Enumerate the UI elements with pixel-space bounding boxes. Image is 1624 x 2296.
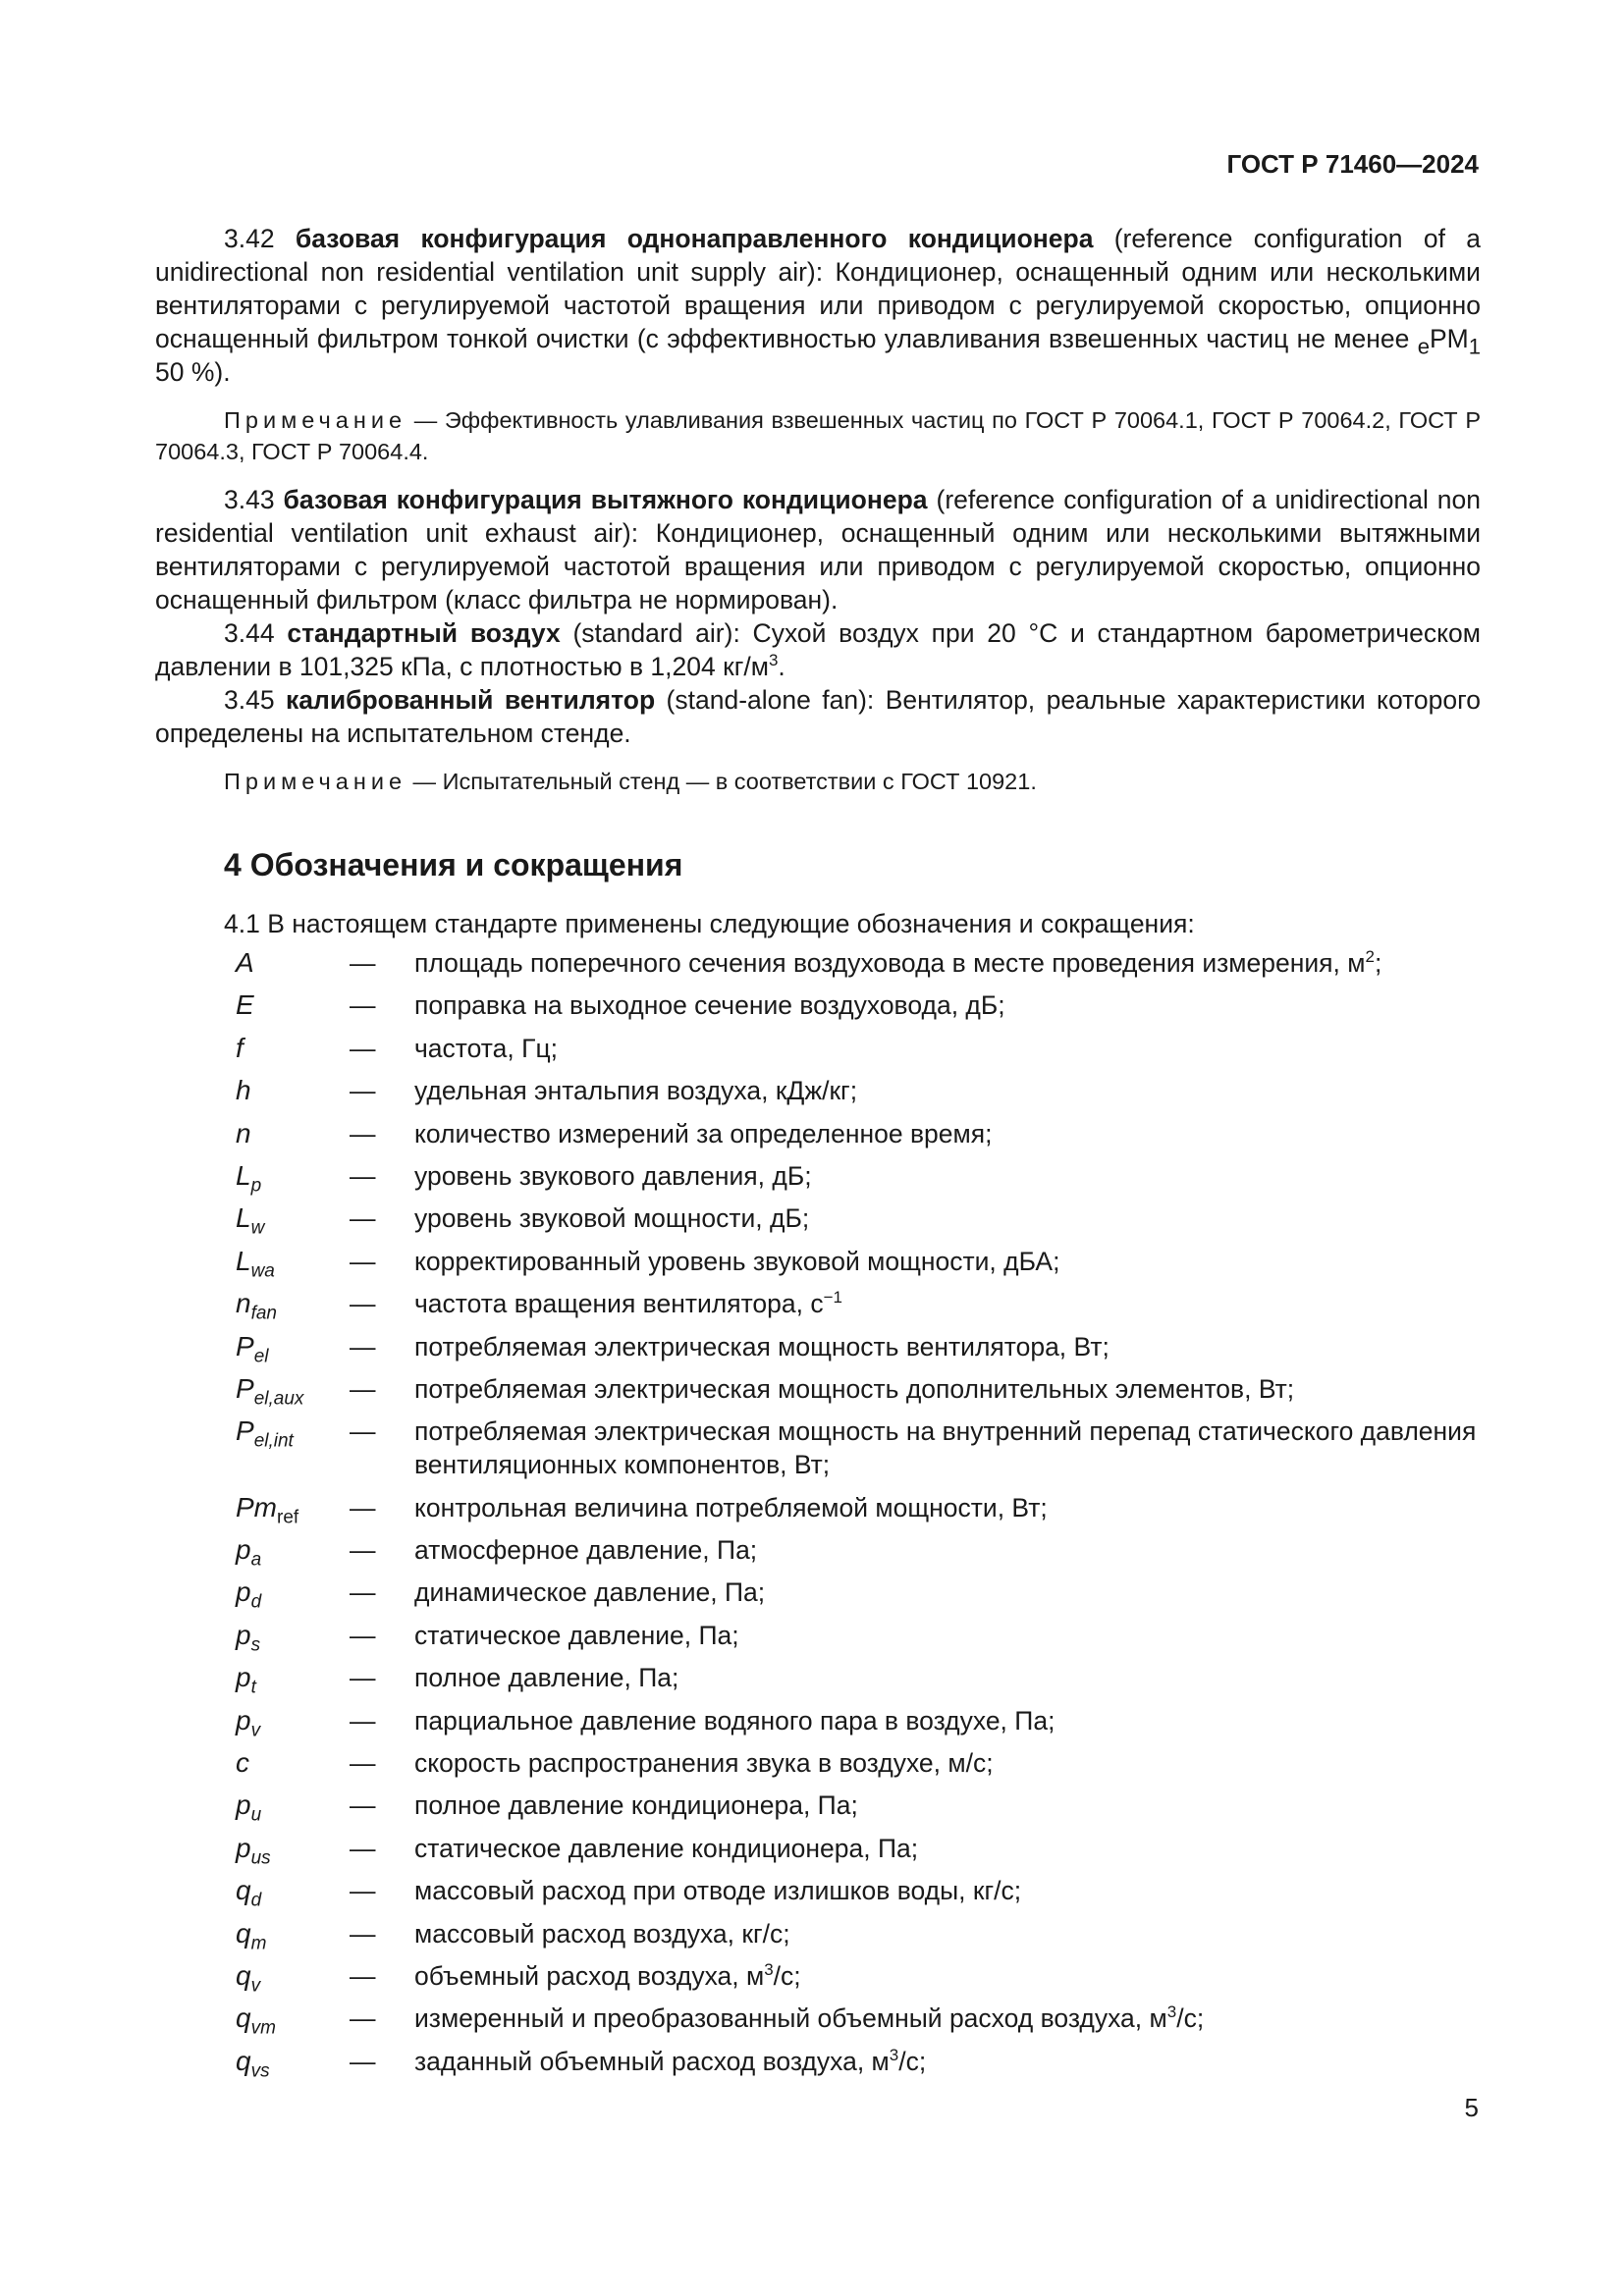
- document-id-header: ГОСТ Р 71460—2024: [1226, 149, 1479, 179]
- description-text: уровень звукового давления, дБ;: [414, 1160, 812, 1191]
- symbol-description: [414, 1917, 1481, 1950]
- description-superscript: 2: [1365, 947, 1375, 967]
- symbol-base: q: [236, 1875, 251, 1906]
- description-text: удельная энтальпия воздуха, кДж/кг;: [414, 1076, 858, 1106]
- dash-separator: —: [350, 990, 376, 1021]
- description-text: массовый расход воздуха, кг/с;: [414, 1918, 790, 1949]
- symbol-row: [155, 1201, 1481, 1239]
- description-text: уровень звуковой мощности, дБ;: [414, 1203, 810, 1234]
- symbol-description: [414, 1619, 1481, 1652]
- symbol-base: p: [236, 1619, 251, 1650]
- description-text: парциальное давление водяного пара в воздухе, Па;: [414, 1705, 1056, 1735]
- symbol-row: [155, 1372, 1481, 1410]
- dash-separator: —: [350, 948, 376, 978]
- dash-separator: —: [350, 1663, 376, 1693]
- dash-separator: —: [350, 1492, 376, 1522]
- dash-separator: —: [350, 1203, 376, 1234]
- symbol-base: P: [236, 1415, 254, 1447]
- symbol-base: p: [236, 1576, 251, 1608]
- symbol-row: [155, 1874, 1481, 1911]
- symbol-description: [414, 1330, 1481, 1363]
- symbol: [155, 946, 350, 980]
- symbol-row: [155, 1917, 1481, 1954]
- description-text: статическое давление, Па;: [414, 1620, 739, 1650]
- description-text: поправка на выходное сечение воздуховода, дБ;: [414, 990, 1005, 1021]
- note-text: — Испытательный стенд — в соответствии с ГОСТ 10921.: [406, 769, 1037, 794]
- symbol-subscript: t: [250, 1677, 256, 1698]
- symbol: [155, 1287, 350, 1324]
- symbol: [155, 988, 350, 1022]
- section-intro: 4.1 В настоящем стандарте применены следующие обозначения и сокращения:: [224, 909, 1195, 938]
- symbol-description: [414, 1287, 1481, 1320]
- symbol-description: [414, 2002, 1481, 2035]
- description-end: /с;: [773, 1960, 801, 1991]
- symbol-description: [414, 1245, 1481, 1278]
- subscript-1: 1: [1468, 334, 1481, 359]
- symbol-base: E: [236, 989, 254, 1021]
- note-text: — Эффективность улавливания взвешенных частиц по ГОСТ Р 70064.1, ГОСТ Р 70064.2, ГОСТ Р 70064.3, ГОСТ Р 70064.4.: [155, 407, 1481, 464]
- symbol-description: [414, 1074, 1481, 1107]
- symbol-subscript: fan: [250, 1303, 277, 1324]
- symbol-subscript: el,aux: [253, 1388, 304, 1410]
- symbol-base: Pm: [236, 1491, 277, 1522]
- symbol-base: p: [236, 1534, 251, 1566]
- symbol-base: q: [236, 2002, 251, 2034]
- note-label: Примечание: [224, 769, 407, 794]
- definition-3-42: [155, 222, 1481, 389]
- symbol-row: [155, 1533, 1481, 1571]
- symbol-description: [414, 1704, 1481, 1737]
- symbol-description: [414, 1533, 1481, 1567]
- symbol: [155, 1245, 350, 1282]
- symbol-subscript: el,int: [253, 1430, 294, 1452]
- description-text: массовый расход при отводе излишков воды, кг/с;: [414, 1876, 1022, 1906]
- symbol: [155, 1874, 350, 1911]
- symbol: [155, 1159, 350, 1197]
- dash-separator: —: [350, 2046, 376, 2076]
- description-text: потребляемая электрическая мощность вентилятора, Вт;: [414, 1331, 1110, 1362]
- description-end: ;: [1374, 948, 1382, 978]
- symbol-row: [155, 1330, 1481, 1367]
- symbol-subscript: w: [250, 1217, 265, 1239]
- symbol-row: [155, 2002, 1481, 2039]
- symbol-base: p: [236, 1789, 251, 1821]
- definition-text: (reference configuration of a unidirectional non residential ventilation unit supply air): Кондиционер, оснащенный одним или несколькими вентиляторами с регулируемой частотой вращения или приводом с регулируемой скоростью, опционно оснащенный фильтром тонкой очистки (с эффективностью улавливания взвешенных частиц не менее: [155, 224, 1481, 353]
- description-superscript: 3: [889, 2045, 899, 2064]
- section-title: 4 Обозначения и сокращения: [224, 847, 683, 882]
- description-text: скорость распространения звука в воздухе, м/с;: [414, 1748, 994, 1779]
- symbol: [155, 1415, 350, 1452]
- symbol-base: q: [236, 1917, 251, 1949]
- dash-separator: —: [350, 1705, 376, 1735]
- description-text: полное давление кондиционера, Па;: [414, 1790, 858, 1821]
- symbol-base: f: [236, 1032, 244, 1063]
- symbol-row: [155, 1959, 1481, 1997]
- definition-3-43: [155, 483, 1481, 616]
- symbol-subscript: d: [250, 1890, 262, 1911]
- symbol-description: [414, 1959, 1481, 1993]
- symbol: [155, 1619, 350, 1656]
- definition-number: 3.43: [224, 485, 275, 514]
- symbol-subscript: d: [250, 1592, 262, 1614]
- symbol-row: [155, 1704, 1481, 1741]
- description-text: корректированный уровень звуковой мощности, дБА;: [414, 1246, 1060, 1276]
- symbol: [155, 1746, 350, 1780]
- symbol-description: [414, 1415, 1481, 1481]
- symbol-base: c: [236, 1747, 249, 1779]
- description-text: атмосферное давление, Па;: [414, 1535, 758, 1566]
- symbol-base: P: [236, 1330, 254, 1362]
- symbol: [155, 1330, 350, 1367]
- symbol-subscript: v: [250, 1975, 261, 1997]
- symbol: [155, 1117, 350, 1150]
- symbol-subscript: a: [250, 1549, 262, 1571]
- symbol-description: [414, 1032, 1481, 1065]
- dash-separator: —: [350, 1960, 376, 1991]
- description-text: объемный расход воздуха, м: [414, 1960, 765, 1991]
- dash-separator: —: [350, 1535, 376, 1566]
- symbol: [155, 1372, 350, 1410]
- symbol-description: [414, 946, 1481, 980]
- symbol-description: [414, 1159, 1481, 1193]
- definition-3-45: [155, 683, 1481, 750]
- symbol-row: [155, 1832, 1481, 1869]
- description-text: измеренный и преобразованный объемный расход воздуха, м: [414, 2003, 1167, 2034]
- symbol-base: p: [236, 1704, 251, 1735]
- symbol-subscript: p: [250, 1175, 262, 1197]
- dash-separator: —: [350, 1876, 376, 1906]
- superscript: 3: [768, 651, 779, 670]
- symbol-row: [155, 1789, 1481, 1827]
- definition-text: (reference configuration of a unidirectional non residential ventilation unit exhaust air): Кондиционер, оснащенный одним или несколькими вытяжными вентиляторами с регулируемой частотой вращения или приводом с регулируемой скоростью, опционно оснащенный фильтром (класс фильтра не нормирован).: [155, 485, 1482, 614]
- symbol-row: [155, 1245, 1481, 1282]
- definition-term: калиброванный вентилятор: [285, 685, 656, 715]
- subscript-e: e: [1417, 334, 1430, 359]
- definition-end: .: [778, 652, 785, 681]
- symbol-description: [414, 1117, 1481, 1150]
- symbol-subscript: vs: [250, 2060, 270, 2082]
- symbol-description: [414, 1575, 1481, 1609]
- symbol-base: L: [236, 1202, 251, 1234]
- dash-separator: —: [350, 1620, 376, 1650]
- dash-separator: —: [350, 1748, 376, 1779]
- symbol: [155, 1704, 350, 1741]
- definition-text: (stand-alone fan): Вентилятор, реальные характеристики которого определены на испытательном стенде.: [155, 685, 1481, 748]
- description-superscript: 3: [764, 1960, 774, 1980]
- symbol: [155, 1789, 350, 1827]
- symbols-list: [155, 946, 1481, 2082]
- description-text: потребляемая электрическая мощность на внутренний перепад статического давления вентиляционных компонентов, Вт;: [414, 1416, 1477, 1480]
- dash-separator: —: [350, 1918, 376, 1949]
- symbol-subscript: s: [250, 1634, 261, 1656]
- symbol-row: [155, 1032, 1481, 1065]
- symbol-row: [155, 1117, 1481, 1150]
- symbol-row: [155, 1619, 1481, 1656]
- description-text: частота, Гц;: [414, 1033, 558, 1063]
- definition-term: базовая конфигурация однонаправленного кондиционера: [295, 224, 1094, 253]
- definition-number: 3.44: [224, 618, 275, 648]
- symbol-description: [414, 2045, 1481, 2078]
- symbol: [155, 1661, 350, 1698]
- dash-separator: —: [350, 1790, 376, 1821]
- dash-separator: —: [350, 1373, 376, 1404]
- symbol-base: n: [236, 1117, 251, 1148]
- symbol: [155, 1832, 350, 1869]
- symbol-base: h: [236, 1075, 251, 1106]
- symbol: [155, 2002, 350, 2039]
- symbol-row: [155, 988, 1481, 1022]
- dash-separator: —: [350, 1076, 376, 1106]
- dash-separator: —: [350, 2003, 376, 2034]
- description-text: заданный объемный расход воздуха, м: [414, 2046, 890, 2076]
- definition-number: 3.42: [224, 224, 275, 253]
- symbol-row: [155, 1575, 1481, 1614]
- symbol: [155, 1074, 350, 1107]
- description-end: /с;: [1176, 2003, 1205, 2034]
- symbol-description: [414, 1746, 1481, 1780]
- definition-3-44: [155, 616, 1481, 683]
- note-2: [155, 766, 1481, 797]
- note-label: Примечание: [224, 407, 407, 433]
- description-superscript: 3: [1166, 2002, 1177, 2022]
- description-text: динамическое давление, Па;: [414, 1577, 766, 1608]
- dash-separator: —: [350, 1118, 376, 1148]
- symbol: [155, 1491, 350, 1528]
- symbol-subscript: vm: [250, 2017, 276, 2039]
- dash-separator: —: [350, 1416, 376, 1447]
- pm-text: PM: [1429, 324, 1469, 353]
- symbol-description: [414, 1661, 1481, 1694]
- definition-term: стандартный воздух: [287, 618, 561, 648]
- symbol-base: L: [236, 1159, 251, 1191]
- description-end: /с;: [898, 2046, 927, 2076]
- description-text: частота вращения вентилятора, с: [414, 1289, 824, 1319]
- symbol-description: [414, 1832, 1481, 1865]
- definition-term: базовая конфигурация вытяжного кондиционера: [283, 485, 928, 514]
- symbol-base: p: [236, 1832, 251, 1863]
- symbol-row: [155, 2045, 1481, 2082]
- dash-separator: —: [350, 1577, 376, 1608]
- symbol-base: P: [236, 1372, 254, 1404]
- symbol-base: q: [236, 1959, 251, 1991]
- symbol-description: [414, 1372, 1481, 1406]
- symbol-description: [414, 1874, 1481, 1907]
- description-text: потребляемая электрическая мощность дополнительных элементов, Вт;: [414, 1373, 1295, 1404]
- dash-separator: —: [350, 1246, 376, 1276]
- symbol-base: p: [236, 1662, 251, 1693]
- symbol-description: [414, 1201, 1481, 1235]
- definition-text: (standard air): Сухой воздух при 20 °C и стандартном барометрическом давлении в 101,325 кПа, с плотностью в 1,204 кг/м: [155, 618, 1481, 681]
- symbol-row: [155, 1491, 1481, 1528]
- symbol: [155, 2045, 350, 2082]
- symbol-description: [414, 1789, 1481, 1822]
- symbol: [155, 1575, 350, 1614]
- description-text: контрольная величина потребляемой мощности, Вт;: [414, 1492, 1048, 1522]
- definition-number: 3.45: [224, 685, 275, 715]
- symbol-base: n: [236, 1288, 251, 1319]
- symbol-row: [155, 1074, 1481, 1107]
- symbol-subscript: u: [250, 1805, 262, 1827]
- description-text: полное давление, Па;: [414, 1663, 679, 1693]
- symbol-subscript: v: [250, 1720, 261, 1741]
- description-text: статическое давление кондиционера, Па;: [414, 1833, 919, 1863]
- symbol: [155, 1917, 350, 1954]
- symbol-base: q: [236, 2045, 251, 2076]
- symbol-row: [155, 1661, 1481, 1698]
- symbol-subscript: m: [250, 1933, 267, 1954]
- symbol-row: [155, 1287, 1481, 1324]
- symbol: [155, 1201, 350, 1239]
- dash-separator: —: [350, 1331, 376, 1362]
- symbol-subscript: ref: [277, 1507, 299, 1528]
- dash-separator: —: [350, 1289, 376, 1319]
- symbol-description: [414, 1491, 1481, 1524]
- symbol-row: [155, 946, 1481, 980]
- page-number: 5: [1464, 2093, 1479, 2122]
- symbol: [155, 1533, 350, 1571]
- symbol-subscript: us: [250, 1847, 271, 1869]
- symbol-description: [414, 988, 1481, 1022]
- symbol-base: L: [236, 1245, 251, 1276]
- symbol-row: [155, 1159, 1481, 1197]
- symbol-base: A: [236, 947, 254, 978]
- symbol-subscript: el: [253, 1346, 269, 1367]
- description-text: площадь поперечного сечения воздуховода в месте проведения измерения, м: [414, 948, 1366, 978]
- symbol: [155, 1032, 350, 1065]
- page-content: [155, 222, 1481, 2087]
- symbol: [155, 1959, 350, 1997]
- note-1: [155, 404, 1481, 467]
- symbol-row: [155, 1415, 1481, 1481]
- description-text: количество измерений за определенное время;: [414, 1118, 993, 1148]
- dash-separator: —: [350, 1833, 376, 1863]
- description-superscript: −1: [823, 1288, 843, 1308]
- definition-tail: 50 %).: [155, 357, 231, 387]
- symbol-subscript: wa: [250, 1260, 275, 1282]
- dash-separator: —: [350, 1033, 376, 1063]
- dash-separator: —: [350, 1160, 376, 1191]
- symbol-row: [155, 1746, 1481, 1780]
